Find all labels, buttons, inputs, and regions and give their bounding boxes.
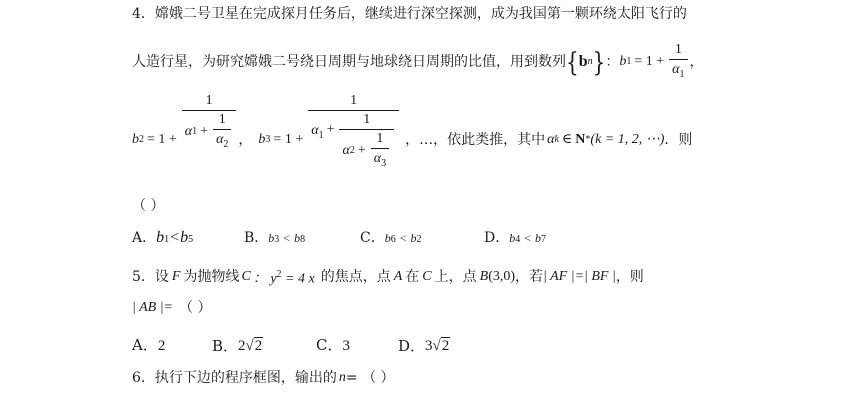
b2-lhs: b: [132, 132, 139, 147]
option-coef: 3: [425, 337, 433, 354]
q5-t6: ，若: [515, 269, 544, 286]
b1-frac: [669, 41, 687, 84]
q4-option-c[interactable]: [360, 228, 484, 250]
sqrt-icon: √: [432, 337, 441, 354]
option-radicand: 2: [254, 338, 263, 354]
alpha: α: [216, 132, 224, 147]
option-label: B．: [212, 336, 239, 355]
k-sub: k: [554, 134, 559, 145]
eq-exp: 2: [276, 269, 282, 280]
brace-right: }: [592, 46, 606, 78]
b1-frac-num: 1: [669, 41, 687, 60]
var-F: F: [171, 269, 181, 285]
option-label: C．: [360, 230, 385, 246]
comma: ，: [238, 132, 253, 148]
b1-frac-den: [669, 60, 687, 84]
sqrt-icon: √: [245, 337, 254, 354]
b3-inner-frac: [371, 130, 389, 173]
q5-condition: | AF |=| BF |: [543, 269, 616, 285]
opt-op: <: [170, 229, 180, 246]
q4-option-a[interactable]: [132, 228, 244, 250]
b3-lhs: b: [258, 132, 266, 147]
q5-t7: ，则: [615, 269, 644, 286]
plus: +: [357, 143, 366, 159]
opt-rhs: b: [410, 231, 417, 245]
in-symbol: ∈: [561, 132, 573, 147]
b2-frac: [182, 92, 237, 154]
alpha-sub: 3: [381, 157, 387, 169]
q4-option-b[interactable]: [244, 228, 360, 250]
q5-option-b[interactable]: [212, 336, 316, 356]
q5-stem-line1: [132, 265, 644, 290]
opt-lsub: 4: [515, 234, 521, 245]
b3-frac-den: [308, 111, 399, 173]
eq-rhs: = 4 x: [281, 271, 315, 287]
opt-lsub: 3: [274, 234, 280, 245]
alpha: α: [342, 143, 350, 159]
q6-stem: [132, 368, 395, 388]
q5-t1: 5．设: [132, 269, 169, 286]
b1-eq: = 1 +: [634, 54, 665, 69]
q6-eq: = （ ）: [345, 370, 395, 386]
option-radicand: 2: [441, 338, 450, 354]
opt-op: <: [283, 231, 291, 245]
b3-eq: = 1 +: [273, 132, 304, 147]
option-coef: 2: [238, 337, 246, 354]
alpha-sub: 1: [192, 126, 198, 138]
opt-op: <: [399, 231, 407, 245]
option-label: D．: [398, 336, 426, 355]
opt-rsub: 8: [300, 234, 306, 245]
alpha: α: [672, 61, 680, 77]
b2-sub: 2: [139, 134, 144, 145]
q4-stem-line1: 4．嫦娥二号卫星在完成探月任务后，继续进行深空探测，成为我国第一颗环绕太阳飞行的: [132, 6, 687, 22]
var-B: B: [479, 269, 489, 285]
opt-lsub: 6: [390, 234, 396, 245]
alpha-sub: 2: [349, 145, 355, 157]
opt-rsub: 2: [416, 234, 422, 245]
option-label: C．: [316, 336, 343, 354]
b1-sub: 1: [626, 56, 632, 67]
b2-inner-frac: [213, 111, 231, 154]
q5-t4: 在: [405, 269, 420, 286]
q4-line2-text: 人造行星，为研究嫦娥二号绕日周期与地球绕日周期的比值，用到数列: [132, 54, 566, 70]
q4-options: [132, 228, 546, 250]
comma: ，: [689, 54, 704, 70]
option-value: 3: [342, 338, 350, 354]
opt-lhs: b: [268, 231, 275, 245]
b3-frac-num: 1: [308, 92, 399, 111]
mid-den: [339, 130, 394, 173]
b3-alpha1: [311, 121, 323, 145]
naturals-N: N: [575, 132, 586, 147]
opt-lhs: b: [509, 231, 516, 245]
q5-t5: 上，点: [434, 269, 477, 286]
q4-answer-paren: （ ）: [132, 198, 165, 214]
alpha-sub: 1: [679, 68, 685, 80]
inner-den: [371, 149, 389, 173]
q5-paren: （ ）: [179, 300, 212, 316]
q5-stem-line2: [132, 298, 211, 318]
opt-rsub: 5: [188, 234, 194, 245]
q4-stem-line3: [132, 92, 692, 188]
q5-t2: 为抛物线: [183, 269, 240, 286]
b3-sub: 3: [265, 134, 271, 145]
opt-rhs: b: [180, 229, 189, 246]
var-C: C: [241, 269, 251, 285]
opt-rhs: b: [294, 231, 301, 245]
inner-den: [213, 130, 231, 154]
option-label: A．: [132, 230, 157, 246]
opt-rhs: b: [535, 231, 542, 245]
alpha-sub: 2: [223, 138, 229, 150]
q4-tail: ，…，依此类推，其中: [405, 132, 546, 148]
var-n: n: [338, 370, 346, 385]
b3-mid-frac: [339, 111, 394, 173]
plus: +: [200, 124, 209, 140]
option-label: B．: [244, 230, 269, 246]
q6-text: 6．执行下边的程序框图，输出的: [132, 370, 337, 386]
q5-option-d[interactable]: [398, 336, 450, 356]
q4-then: ．则: [664, 132, 693, 148]
point-B: (3,0): [488, 269, 516, 285]
plus: +: [326, 122, 335, 137]
option-value: 2: [157, 338, 166, 354]
opt-op: <: [524, 231, 532, 245]
b2-frac-num: 1: [182, 92, 237, 111]
star: *: [585, 134, 591, 145]
alpha-k: α: [547, 132, 555, 147]
q5-ab: | AB |=: [132, 300, 173, 315]
brace-left: {: [566, 46, 579, 78]
alpha: α: [373, 151, 382, 166]
b2-frac-den: [182, 111, 237, 154]
alpha: α: [311, 123, 319, 138]
mid-num: 1: [339, 111, 394, 130]
alpha: α: [184, 124, 193, 140]
option-label: D．: [484, 230, 510, 246]
q5-option-c[interactable]: [316, 335, 398, 356]
opt-lhs: b: [156, 229, 165, 246]
opt-lsub: 1: [164, 234, 170, 245]
colon: ：: [605, 54, 620, 70]
b3-frac: [308, 92, 399, 173]
alpha-sub: 1: [318, 129, 324, 141]
k-range: (k = 1, 2, ⋯): [590, 132, 665, 147]
q5-option-a[interactable]: [132, 335, 212, 356]
eq-lhs: ： y: [252, 271, 277, 287]
option-label: A．: [132, 336, 158, 354]
b2-eq: = 1 +: [147, 132, 177, 147]
q4-option-d[interactable]: [484, 228, 546, 250]
seq-b: b: [578, 53, 588, 70]
q5-t3: 的焦点，点: [320, 269, 391, 286]
var-C2: C: [422, 269, 432, 285]
q5-options: [132, 335, 450, 356]
opt-lhs: b: [384, 231, 391, 245]
inner-num: 1: [213, 111, 231, 130]
inner-num: 1: [371, 130, 389, 149]
opt-rsub: 7: [541, 234, 547, 245]
parabola-eq: [253, 265, 315, 290]
q4-stem-line2: [132, 42, 704, 82]
var-A: A: [393, 269, 403, 285]
b1-lhs: b: [619, 54, 627, 69]
seq-n: n: [587, 56, 593, 67]
